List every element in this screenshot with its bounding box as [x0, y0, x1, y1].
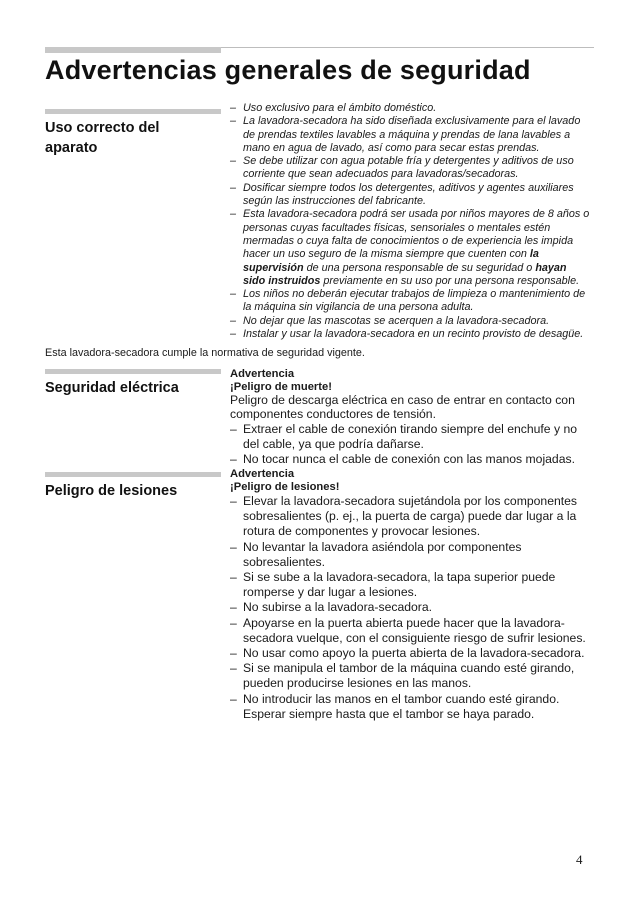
- list-item: – No subirse a la lavadora-secadora.: [230, 600, 590, 615]
- list-item: – No introducir las manos en el tambor cuando esté girando. Esperar siempre hasta que el tambor se haya parado.: [230, 692, 590, 722]
- section-bar-lesiones: [45, 472, 221, 477]
- section-bar-uso: [45, 109, 221, 114]
- section-bar-electrica: [45, 369, 221, 374]
- normativa-note: Esta lavadora-secadora cumple la normativa de seguridad vigente.: [45, 347, 365, 359]
- list-item: – Se debe utilizar con agua potable fría y detergentes y aditivos de uso corriente que sean adecuados para lavadoras/secadoras.: [230, 155, 590, 182]
- list-item: – Si se sube a la lavadora-secadora, la tapa superior puede romperse y dar lugar a lesiones.: [230, 570, 590, 600]
- list-item: – Dosificar siempre todos los detergentes, aditivos y agentes auxiliares según las instrucciones del fabricante.: [230, 182, 590, 209]
- uso-list: [230, 102, 590, 341]
- list-item: – Si se manipula el tambor de la máquina cuando esté girando, pueden producirse lesiones en las manos.: [230, 661, 590, 691]
- list-item: – No dejar que las mascotas se acerquen a la lavadora-secadora.: [230, 315, 590, 328]
- list-item-children: – Esta lavadora-secadora podrá ser usada por niños mayores de 8 años o personas cuyas facultades físicas, sensoriales o mentales estén mermadas o cuya falta de conocimientos o de experiencia les impida hacer un uso seguro de la misma siempre que cuenten con la supervisión de una persona responsable de su seguridad o hayan sido instruidos previamente en su uso por una persona responsable.: [230, 208, 590, 288]
- electrica-list: [230, 422, 590, 468]
- section-title-lesiones: Peligro de lesiones: [45, 483, 178, 499]
- warning-label: Advertencia: [230, 468, 295, 480]
- list-item: – Uso exclusivo para el ámbito doméstico.: [230, 102, 590, 115]
- list-item: – No usar como apoyo la puerta abierta de la lavadora-secadora.: [230, 646, 590, 661]
- section-content-electrica: [230, 368, 590, 467]
- header-rule: [221, 47, 594, 48]
- page-number: 4: [576, 852, 583, 867]
- section-content-lesiones: [230, 468, 590, 722]
- list-item: – Instalar y usar la lavadora-secadora en un recinto provisto de desagüe.: [230, 328, 590, 341]
- page-title: Advertencias generales de seguridad: [45, 55, 531, 85]
- warning-title: ¡Peligro de lesiones!: [230, 481, 340, 493]
- list-item: – Apoyarse en la puerta abierta puede hacer que la lavadora-secadora vuelque, con el consiguiente riesgo de sufrir lesiones.: [230, 616, 590, 646]
- list-item: – La lavadora-secadora ha sido diseñada exclusivamente para el lavado de prendas textiles lavables a máquina y prendas de lana lavables a mano en agua de lavado, así como para secar estas prendas.: [230, 115, 590, 155]
- section-content-uso: [230, 102, 590, 341]
- warning-intro: Peligro de descarga eléctrica en caso de entrar en contacto con componentes conductores de tensión.: [230, 393, 575, 421]
- list-item: – Los niños no deberán ejecutar trabajos de limpieza o mantenimiento de la máquina sin vigilancia de una persona adulta.: [230, 288, 590, 315]
- header-bar: [45, 47, 221, 53]
- lesiones-list: [230, 494, 590, 722]
- list-item: – Extraer el cable de conexión tirando siempre del enchufe y no del cable, ya que podría dañarse.: [230, 422, 590, 452]
- section-title-uso: Uso correcto del aparato: [45, 120, 160, 156]
- emphasis-supervision: la supervisión: [243, 248, 539, 274]
- warning-title: ¡Peligro de muerte!: [230, 381, 332, 393]
- list-item: – No levantar la lavadora asiéndola por componentes sobresalientes.: [230, 540, 590, 570]
- section-title-electrica: Seguridad eléctrica: [45, 380, 179, 396]
- emphasis-instruidos: hayan sido instruidos: [243, 261, 567, 287]
- list-item: – No tocar nunca el cable de conexión con las manos mojadas.: [230, 452, 590, 467]
- warning-label: Advertencia: [230, 368, 295, 380]
- list-item: – Elevar la lavadora-secadora sujetándola por los componentes sobresalientes (p. ej., la puerta de carga) puede dar lugar a la rotura de componentes y provocar lesiones.: [230, 494, 590, 540]
